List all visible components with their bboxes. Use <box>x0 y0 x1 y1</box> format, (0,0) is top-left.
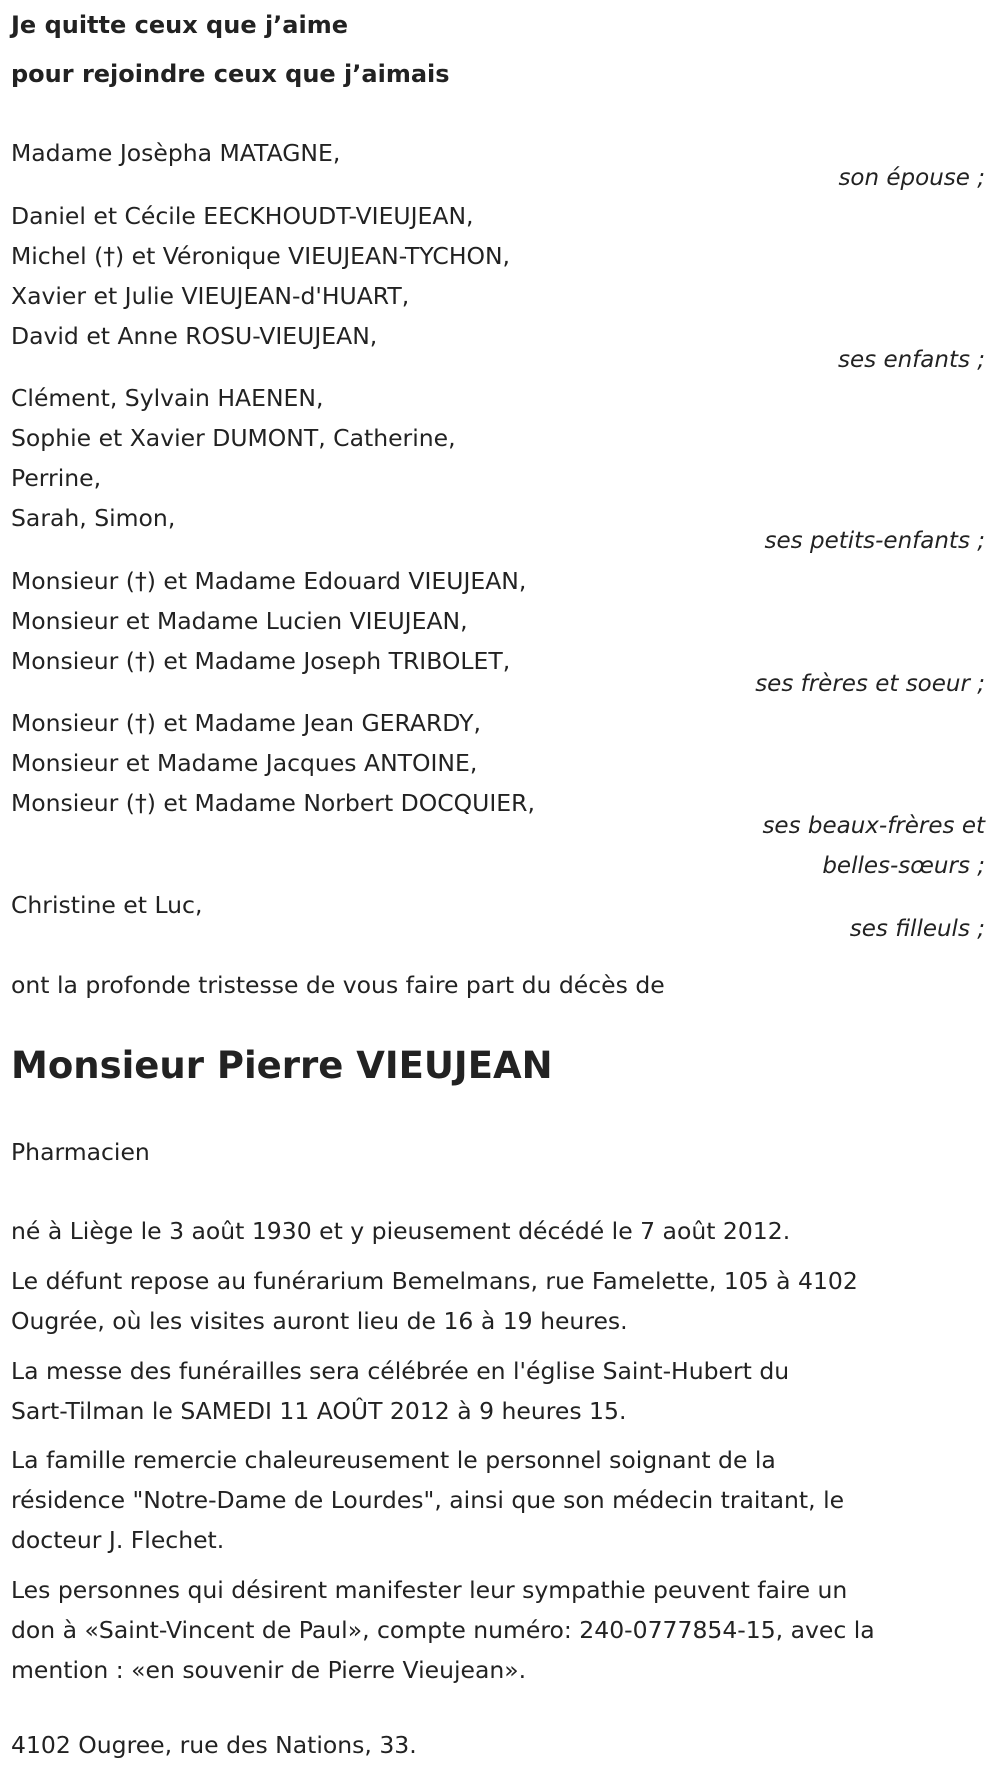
address: 4102 Ougree, rue des Nations, 33. <box>11 1731 417 1759</box>
paragraph-line: Le défunt repose au funérarium Bemelmans, rue Famelette, 105 à 4102 <box>11 1267 858 1295</box>
family-name: Monsieur (†) et Madame Jean GERARDY, <box>11 709 481 737</box>
relation-label: ses enfants ; <box>838 347 985 373</box>
relation-label: ses filleuls ; <box>849 916 985 942</box>
profession: Pharmacien <box>11 1138 150 1166</box>
relation-label: ses frères et soeur ; <box>755 671 985 697</box>
relation-label: son épouse ; <box>838 165 985 191</box>
paragraph-line: né à Liège le 3 août 1930 et y pieusement décédé le 7 août 2012. <box>11 1217 791 1245</box>
paragraph-line: Les personnes qui désirent manifester leur sympathie peuvent faire un <box>11 1576 848 1604</box>
family-name: Daniel et Cécile EECKHOUDT-VIEUJEAN, <box>11 202 474 230</box>
family-name: Christine et Luc, <box>11 891 203 919</box>
paragraph-line: La messe des funérailles sera célébrée en l'église Saint-Hubert du <box>11 1357 790 1385</box>
paragraph-line: Sart-Tilman le SAMEDI 11 AOÛT 2012 à 9 heures 15. <box>11 1397 627 1425</box>
family-name: Monsieur (†) et Madame Joseph TRIBOLET, <box>11 647 511 675</box>
heading-line: Je quitte ceux que j’aime <box>11 11 349 39</box>
announcement: ont la profonde tristesse de vous faire part du décès de <box>11 971 665 999</box>
family-name: Perrine, <box>11 464 102 492</box>
relation-label: ses beaux-frères et <box>762 813 985 839</box>
deceased-name: Monsieur Pierre VIEUJEAN <box>11 1044 553 1087</box>
relation-label: ses petits-enfants ; <box>764 528 985 554</box>
family-name: Michel (†) et Véronique VIEUJEAN-TYCHON, <box>11 242 511 270</box>
family-name: Clément, Sylvain HAENEN, <box>11 384 324 412</box>
paragraph-line: La famille remercie chaleureusement le personnel soignant de la <box>11 1446 776 1474</box>
family-name: Monsieur (†) et Madame Norbert DOCQUIER, <box>11 789 535 817</box>
family-name: Madame Josèpha MATAGNE, <box>11 139 341 167</box>
family-name: Monsieur et Madame Lucien VIEUJEAN, <box>11 607 468 635</box>
paragraph-line: docteur J. Flechet. <box>11 1526 225 1554</box>
family-name: Xavier et Julie VIEUJEAN-d'HUART, <box>11 282 410 310</box>
paragraph-line: don à «Saint-Vincent de Paul», compte numéro: 240-0777854-15, avec la <box>11 1616 875 1644</box>
paragraph-line: mention : «en souvenir de Pierre Vieujean». <box>11 1656 527 1684</box>
family-name: Sarah, Simon, <box>11 504 176 532</box>
heading-line: pour rejoindre ceux que j’aimais <box>11 60 450 88</box>
family-name: David et Anne ROSU-VIEUJEAN, <box>11 322 378 350</box>
family-name: Monsieur (†) et Madame Edouard VIEUJEAN, <box>11 567 527 595</box>
family-name: Monsieur et Madame Jacques ANTOINE, <box>11 749 478 777</box>
paragraph-line: Ougrée, où les visites auront lieu de 16 à 19 heures. <box>11 1307 628 1335</box>
paragraph-line: résidence "Notre-Dame de Lourdes", ainsi que son médecin traitant, le <box>11 1486 845 1514</box>
relation-label: belles-sœurs ; <box>822 853 985 879</box>
family-name: Sophie et Xavier DUMONT, Catherine, <box>11 424 456 452</box>
